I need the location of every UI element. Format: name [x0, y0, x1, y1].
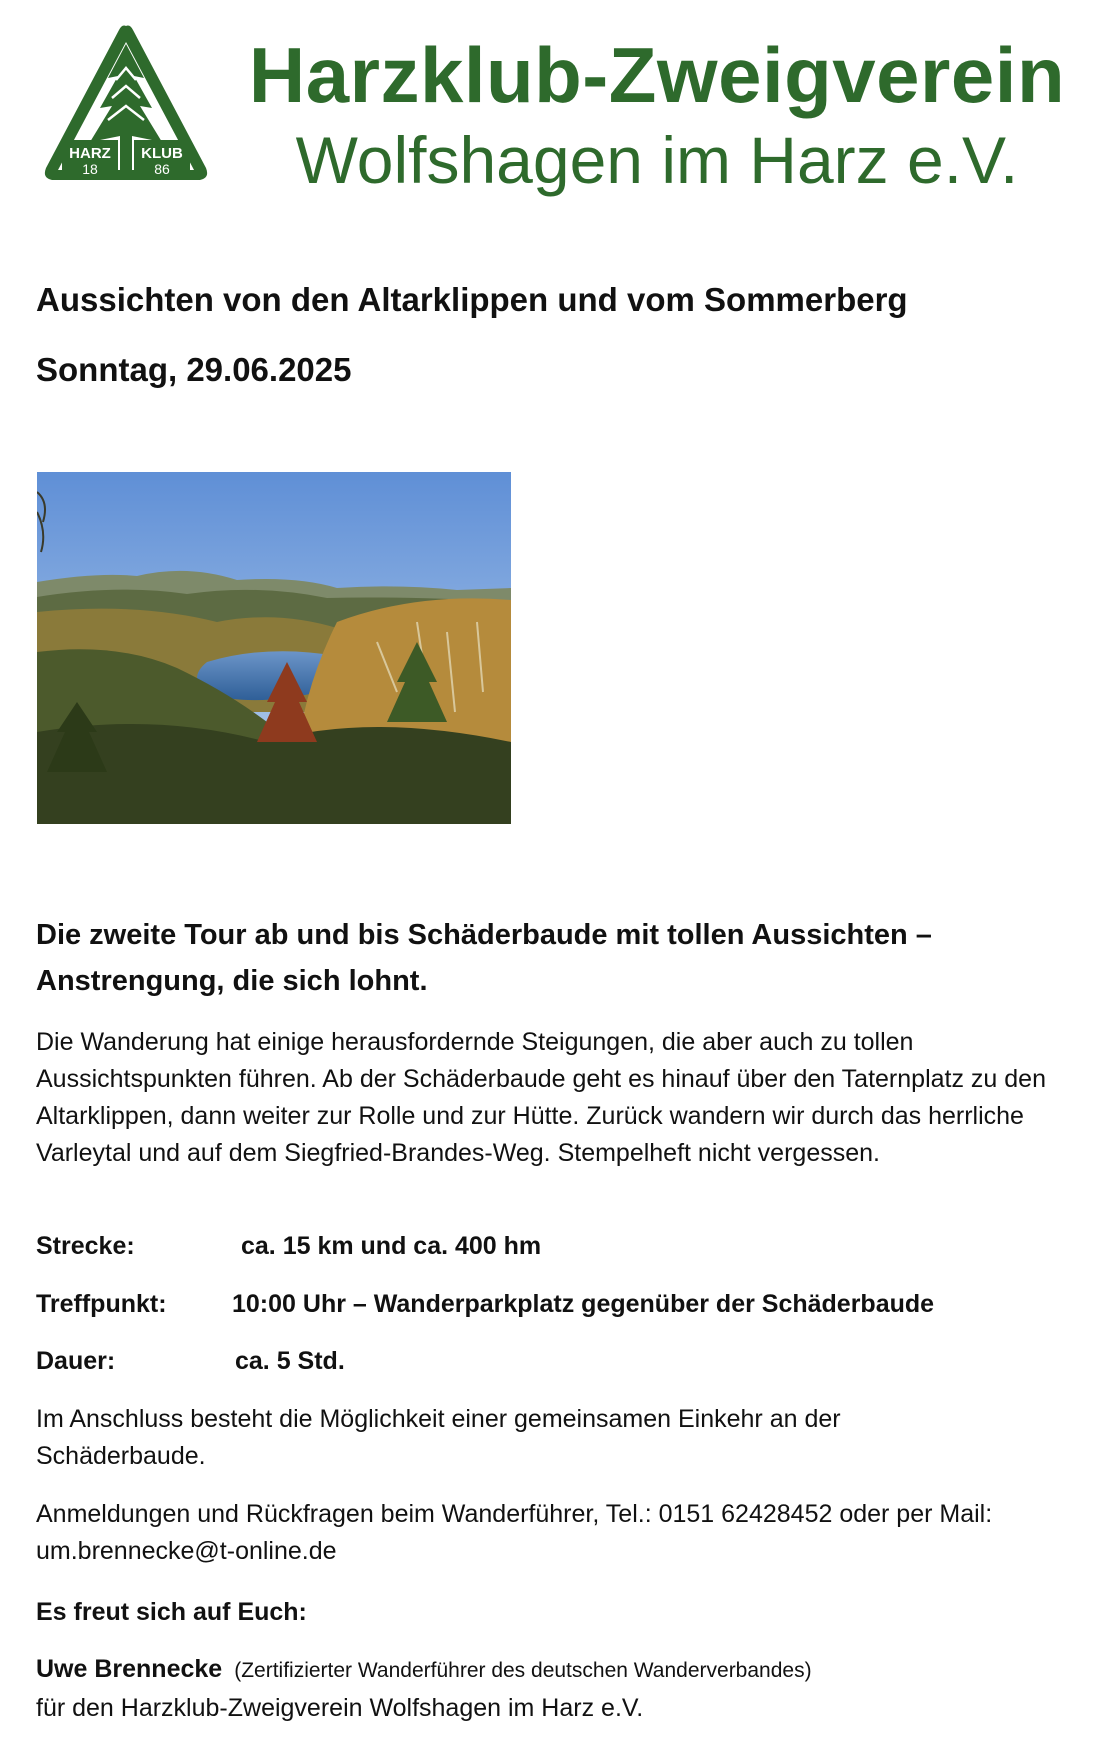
fact-label: Strecke:	[36, 1232, 135, 1260]
fact-label: Treffpunkt:	[36, 1290, 167, 1318]
leader-credential: (Zertifizierter Wanderführer des deutschen Wanderverbandes)	[234, 1659, 812, 1682]
fact-strecke	[36, 1228, 1076, 1264]
tree-triangle-icon	[40, 20, 212, 195]
org-name: Harzklub-Zweigverein	[248, 31, 1066, 119]
fact-value: ca. 15 km und ca. 400 hm	[241, 1232, 542, 1260]
event-title: Aussichten von den Altarklippen und vom Sommerberg	[36, 281, 908, 318]
logo-year-right: 86	[154, 161, 170, 177]
logo-text-harz: HARZ	[69, 145, 111, 162]
fact-treffpunkt	[36, 1286, 1076, 1322]
fact-label: Dauer:	[36, 1347, 116, 1375]
event-date: Sonntag, 29.06.2025	[36, 351, 352, 388]
landscape-photo	[37, 472, 511, 824]
logo-year-left: 18	[82, 161, 98, 177]
logo-text-klub: KLUB	[141, 145, 183, 162]
greeting: Es freut sich auf Euch:	[36, 1598, 307, 1626]
tour-description: Die Wanderung hat einige herausfordernde Steigungen, die aber auch zu tollen Aussichtspunkten führen. Ab der Schäderbaude geht es hinauf über den Taternplatz zu den Altarklippen, dann weiter zur Rolle und zur Hütte. Zurück wandern wir durch das herrliche Varleytal und auf dem Siegfried-Brandes-Weg. Stempelheft nicht vergessen.	[36, 1028, 1046, 1167]
fact-value: 10:00 Uhr – Wanderparkplatz gegenüber der Schäderbaude	[232, 1290, 935, 1318]
fact-value: ca. 5 Std.	[235, 1347, 345, 1375]
einkehr-text: Im Anschluss besteht die Möglichkeit einer gemeinsamen Einkehr an der Schäderbaude.	[36, 1405, 841, 1470]
landscape-photo-icon	[37, 472, 511, 824]
leader-signature	[36, 1651, 812, 1689]
fact-dauer	[36, 1343, 1076, 1379]
leader-org: für den Harzklub-Zweigverein Wolfshagen im Harz e.V.	[36, 1694, 644, 1722]
leader-name: Uwe Brennecke	[36, 1655, 223, 1683]
harzklub-logo	[40, 20, 212, 195]
contact-text: Anmeldungen und Rückfragen beim Wanderführer, Tel.: 0151 62428452 oder per Mail: um.brennecke@t-online.de	[36, 1500, 993, 1565]
tour-heading: Die zweite Tour ab und bis Schäderbaude mit tollen Aussichten – Anstrengung, die sich lohnt.	[36, 919, 932, 997]
org-subtitle: Wolfshagen im Harz e.V.	[295, 123, 1019, 197]
